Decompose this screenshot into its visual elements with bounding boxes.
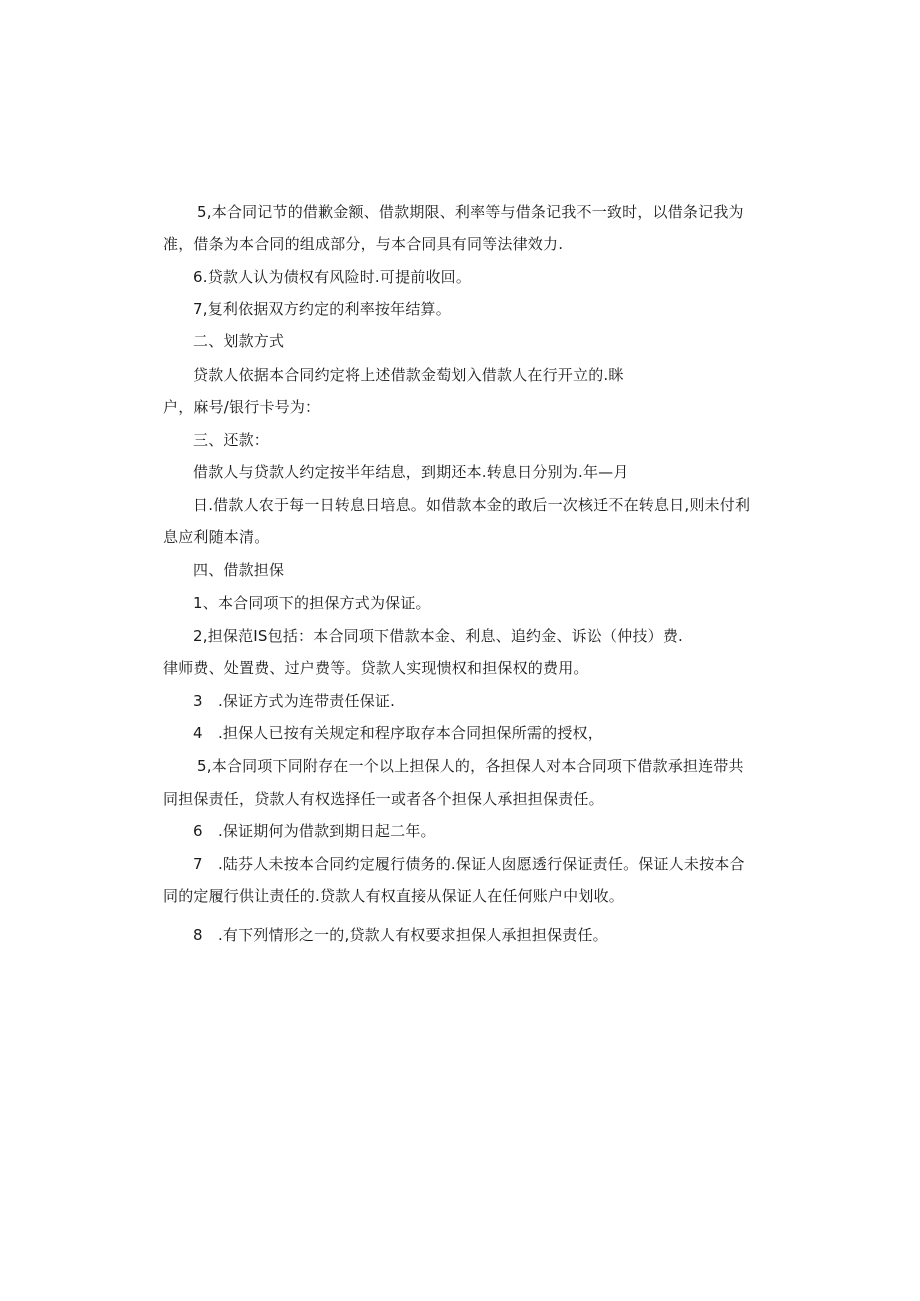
- clause-5-line-1: 5,本合同记节的借歉金额、借款期限、利率等与借条记我不一致时，以借条记我为: [197, 203, 744, 221]
- guarantee-item-8: 8 .有下列情形之一的,贷款人有权要求担保人承担担保责任。: [193, 926, 608, 944]
- section-heading-guarantee: 四、借款担保: [193, 561, 285, 579]
- guarantee-item-6: 6 .保证期何为借款到期日起二年。: [193, 822, 436, 840]
- guarantee-item-2-line-1: 2,担保范IS包括：本合同项下借款本金、利息、追约金、诉讼（仲技）费.: [193, 627, 684, 645]
- clause-7: 7,复利依据双方约定的利率按年结算。: [193, 300, 451, 318]
- guarantee-item-4: 4 .担保人已按有关规定和程序取存本合同担保所需的授权，: [193, 724, 603, 742]
- transfer-line-1: 贷款人依据本合同约定将上述借款金萄划入借款人在行开立的.眯: [193, 366, 624, 384]
- repayment-line-3: 息应利随本清。: [163, 528, 270, 546]
- guarantee-item-3: 3 .保证方式为连带责任保证.: [193, 692, 396, 710]
- guarantee-item-7-line-1: 7 .陆芬人未按本合同约定履行债务的.保证人囱愿透行保证责任。保证人未按本合: [193, 855, 745, 873]
- section-heading-transfer: 二、划款方式: [193, 332, 285, 350]
- repayment-line-2: 日.借款人农于每一日转息日培息。如借款本金的敢后一次核迁不在转息日,则未付利: [193, 496, 751, 514]
- section-heading-repayment: 三、还款：: [193, 431, 270, 449]
- transfer-line-2: 户，麻号/银行卡号为：: [163, 398, 321, 416]
- guarantee-item-2-line-2: 律师费、处置费、过户费等。贷款人实现愦权和担保权的费用。: [163, 659, 589, 677]
- guarantee-item-7-line-2: 同的定履行供让责任的.贷款人有权直接从保证人在任何账户中划收。: [163, 887, 624, 905]
- guarantee-item-5-line-1: 5,本合同项下同附存在一个以上担保人的，各担保人对本合同项下借款承担连带共: [197, 757, 744, 775]
- guarantee-item-5-line-2: 同担保责任，贷款人有权选择任一或者各个担保人承担担保责任。: [163, 790, 604, 808]
- clause-5-line-2: 准，借条为本合同的组成部分，与本合同具有同等法律效力.: [163, 235, 564, 253]
- guarantee-item-1: 1、本合同项下的担保方式为保证。: [193, 594, 431, 612]
- repayment-line-1: 借款人与贷款人约定按半年结息，到期还本.转息日分别为.年—月: [193, 463, 629, 481]
- clause-6: 6.贷款人认为债权有风险时.可提前收回。: [193, 268, 472, 286]
